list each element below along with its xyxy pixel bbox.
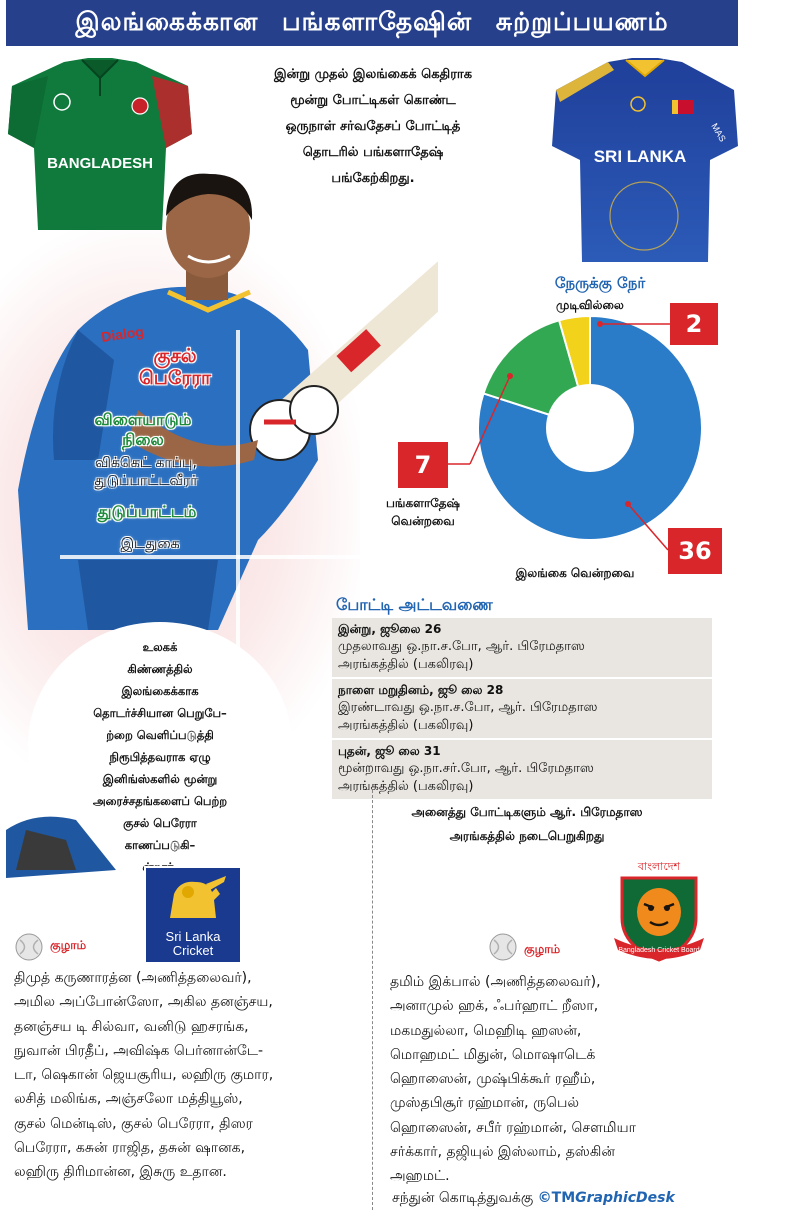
schedule-note-line: அனைத்து போட்டிகளும் ஆர். பிரேமதாஸ [411,805,643,819]
bangladesh-cricket-board-logo [604,856,714,966]
bangladesh-won-count-box: 7 [398,442,448,488]
squad-line: நுவான் பிரதீப், அவிஷ்க பெர்னான்டே- [14,1042,264,1059]
schedule-venue: இரண்டாவது ஒ.நா.ச.போ, ஆர். பிரேமதாஸ [338,700,598,715]
schedule-row [332,679,712,740]
bangladesh-logo-ribbon-text: Bangladesh Cricket Board [618,947,700,954]
squad-line: அனாமுல் ஹக், ஃபர்ஹாட் றீஸா, [390,998,599,1015]
info-circle-line: உலகக் [142,640,178,654]
squad-line: ஹொஸைன், சபீர் ரஹ்மான், சௌமியா [390,1119,636,1136]
schedule-venue: அரங்கத்தில் (பகலிரவு) [338,657,474,672]
squad-line: அஹமட். [390,1168,450,1185]
info-circle-line: இலங்கைக்காக [121,684,199,698]
credit-tm: ©TM [537,1190,576,1206]
batting-value: இடதுகை [120,536,180,552]
intro-line: இன்று முதல் இலங்கைக் கெதிராக [273,67,473,82]
lion-emblem-icon [146,868,240,926]
credit-author: சந்துன் கொடித்துவக்கு [392,1190,534,1206]
squad-line: முஸ்தபிசூர் ரஹ்மான், ருபெல் [390,1095,579,1112]
bangladesh-won-label-line: வென்றவை [391,514,455,528]
bangladesh-jersey-text: BANGLADESH [47,155,153,172]
schedule-date: நாளை மறுதினம், ஜூ லை 28 [338,683,504,697]
squad-line: திமுத் கருணாரத்ன (அணித்தலைவர்), [14,970,252,986]
info-circle-line: நிரூபித்தவராக ஏழு [109,750,211,764]
squad-line: ஹொஸைன், முஷ்பிக்கூர் ரஹீம், [390,1071,596,1088]
bangladesh-logo-top-text: বাংলাদেশ [637,860,681,873]
player-name-line: குசல் [153,345,197,367]
bangladesh-squad-list [390,970,790,1189]
schedule-date: புதன், ஜூ லை 31 [338,744,441,758]
playing-role-value-line: விக்கெட் காப்பு, [95,455,197,471]
page-title-text: இலங்கைக்கான பங்களாதேஷின் சுற்றுப்பயணம் [75,6,669,36]
info-circle-line: கிண்ணத்தில் [127,662,193,676]
schedule-venue: மூன்றாவது ஒ.நா.சர்.போ, ஆர். பிரேமதாஸ [338,761,594,776]
playing-role-heading-line: நிலை [122,430,164,449]
srilanka-won-label: இலங்கை வென்றவை [515,566,635,580]
schedule-venue: முதலாவது ஒ.நா.ச.போ, ஆர். பிரேமதாஸ [338,639,585,654]
info-circle-text [60,636,260,878]
info-circle-line: இனிங்ஸ்களில் மூன்று [102,772,218,786]
cricket-ball-icon [488,932,518,962]
squad-line: டா, ஷெகான் ஜெயசூரிய, லஹிரு குமார, [14,1067,274,1084]
schedule-row [332,740,712,801]
info-circle-line: தொடர்ச்சியான பெறுபே– [93,706,227,720]
playing-role-value-line: துடுப்பாட்டவீரர் [94,473,198,489]
batting-heading: துடுப்பாட்டம் [97,502,197,521]
squad-line: குசல் மென்டிஸ், குசல் பெரேரா, திஸர [14,1115,253,1132]
playing-role-heading-line: விளையாடும் [94,410,192,429]
player-name-line: பெரேரா [139,367,211,389]
bangladesh-squad-heading: குழாம் [524,942,561,956]
schedule-note-line: அரங்கத்தில் நடைபெறுகிறது [449,829,605,843]
no-result-label: முடிவில்லை [556,298,624,312]
squad-line: பெரேரா, கசுன் ராஜித, தசுன் ஷானக, [14,1140,246,1157]
intro-line: மூன்று போட்டிகள் கொண்ட [290,93,456,108]
srilanka-cricket-logo [144,866,242,964]
schedule-note [332,800,722,848]
squad-line: தமிம் இக்பால் (அணித்தலைவர்), [390,974,601,990]
squad-line: மொஹமட் மிதுன், மொஷாடெக் [390,1046,596,1063]
intro-line: பங்கேற்கிறது. [331,171,415,186]
bangladesh-won-label [358,494,488,530]
schedule-venue: அரங்கத்தில் (பகலிரவு) [338,779,474,794]
no-result-count-box: 2 [670,303,718,345]
bangladesh-won-label-line: பங்களாதேஷ் [386,496,460,510]
squad-line: மகமதுல்லா, மெஹிடி ஹஸன், [390,1022,582,1039]
schedule-venue: அரங்கத்தில் (பகலிரவு) [338,718,474,733]
column-divider [372,790,373,1210]
schedule-row [332,618,712,679]
schedule-title: போட்டி அட்டவணை [336,595,493,614]
squad-line: அமில அப்போன்ஸோ, அகில தனஞ்சய, [14,994,273,1011]
shirt-sponsor-text: Dialog [100,323,145,345]
intro-line: ஒருநாள் சர்வதேசப் போட்டித் [285,119,461,134]
squad-line: லசித் மலிங்க, அஞ்சலோ மத்தியூஸ், [14,1091,243,1108]
info-circle-line: குசல் பெரேரா [123,816,197,830]
squad-line: சர்க்கார், தஜியுல் இஸ்லாம், தஸ்கின் [390,1144,615,1161]
credit-line [392,1190,675,1208]
head-to-head-title: நேருக்கு நேர் [554,274,646,292]
squad-line: தனஞ்சய டி சில்வா, வனிடு ஹசரங்க, [14,1018,249,1035]
srilanka-won-count-box: 36 [668,528,722,574]
info-circle-line: அரைச்சதங்களைப் பெற்ற [92,794,228,808]
info-circle-line: காணப்படுகி– [124,838,196,852]
srilanka-logo-text: Cricket [172,943,214,958]
cricket-ball-icon [14,932,44,962]
info-circle-line: ற்றை வெளிப்படுத்தி [106,728,214,742]
schedule-date: இன்று, ஜூலை 26 [338,622,442,636]
srilanka-logo-text: Sri Lanka [165,929,221,944]
srilanka-jersey-sleeve-text: MAS [709,121,728,144]
squad-line: லஹிரு திரிமான்ன, இசுரு உதான. [14,1164,227,1181]
srilanka-jersey-text: SRI LANKA [593,147,687,166]
srilanka-squad-list [14,966,366,1185]
srilanka-squad-heading: குழாம் [50,938,87,952]
credit-brand: GraphicDesk [575,1190,675,1206]
intro-line: தொடரில் பங்களாதேஷ் [302,145,444,160]
